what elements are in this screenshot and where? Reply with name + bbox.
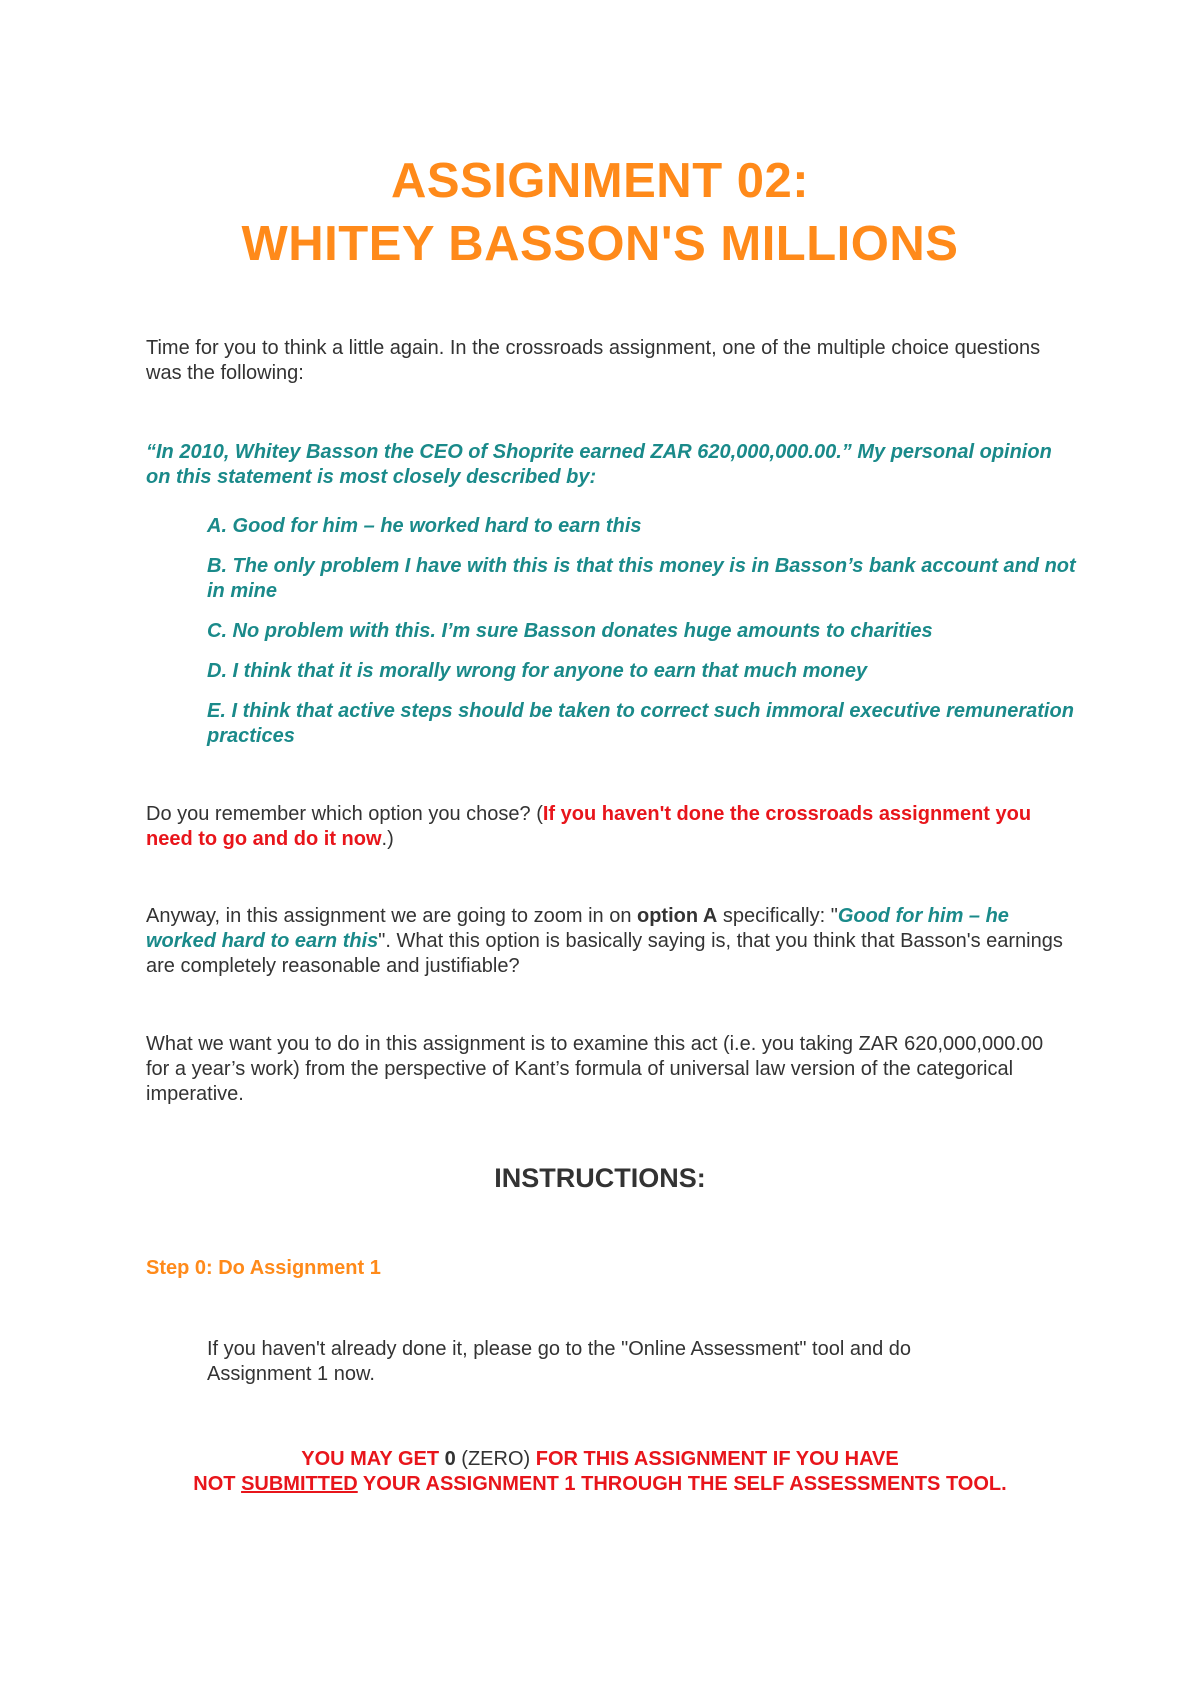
option-a: A. Good for him – he worked hard to earn this <box>207 515 642 537</box>
title-line-2: WHITEY BASSON'S MILLIONS <box>241 217 959 271</box>
warning-submitted: SUBMITTED <box>241 1473 358 1495</box>
title-line-1: ASSIGNMENT 02: <box>390 154 810 208</box>
anyway-part-2: specifically: " <box>717 905 838 927</box>
warning-part-1: YOU MAY GET <box>301 1448 445 1470</box>
option-d: D. I think that it is morally wrong for anyone to earn that much money <box>207 660 868 682</box>
option-e: E. I think that active steps should be taken to correct such immoral executive remuneration practices <box>207 700 1074 747</box>
warning-part-5: YOUR ASSIGNMENT 1 THROUGH THE SELF ASSESSMENTS TOOL. <box>357 1473 1007 1495</box>
anyway-part-3: ". What this option is basically saying is, that you think that Basson's earnings are completely reasonable and justifiable? <box>146 930 1063 977</box>
warning-line-1 <box>0 1447 1200 1472</box>
step-0-body: If you haven't already done it, please go to the "Online Assessment" tool and do Assignment 1 now. <box>207 1338 912 1385</box>
remember-suffix: .) <box>381 828 394 850</box>
remember-prefix: Do you remember which option you chose? ( <box>146 803 543 825</box>
anyway-quote: Good for him – he worked hard to earn this <box>146 905 1009 952</box>
intro-paragraph: Time for you to think a little again. In the crossroads assignment, one of the multiple choice questions was the following: <box>146 337 1041 384</box>
remember-highlight: If you haven't done the crossroads assignment you need to go and do it now <box>146 803 1032 850</box>
warning-part-4: NOT <box>193 1473 242 1495</box>
option-b: B. The only problem I have with this is that this money is in Basson’s bank account and not in mine <box>207 555 1076 602</box>
warning-line-2 <box>0 1472 1200 1497</box>
warning-part-2: (ZERO) <box>455 1448 531 1470</box>
anyway-part-1: Anyway, in this assignment we are going to zoom in on <box>146 905 637 927</box>
anyway-paragraph <box>146 904 1066 979</box>
instructions-heading: INSTRUCTIONS: <box>494 1163 706 1193</box>
warning-zero: 0 <box>444 1448 456 1470</box>
warning-notice <box>0 1447 1200 1497</box>
document-title <box>0 150 1200 276</box>
remember-paragraph <box>146 802 1066 852</box>
anyway-option-bold: option A <box>637 905 718 927</box>
option-list <box>207 514 1077 764</box>
quoted-question: “In 2010, Whitey Basson the CEO of Shoprite earned ZAR 620,000,000.00.” My personal opinion on this statement is most closely described by: <box>146 441 1052 488</box>
want-paragraph: What we want you to do in this assignment is to examine this act (i.e. you taking ZAR 620,000,000.00 for a year’s work) from the perspective of Kant’s formula of universal law version of the categorical imperative. <box>146 1033 1044 1105</box>
step-0-heading: Step 0: Do Assignment 1 <box>146 1257 381 1279</box>
warning-part-3: FOR THIS ASSIGNMENT IF YOU HAVE <box>530 1448 899 1470</box>
option-c: C. No problem with this. I’m sure Basson donates huge amounts to charities <box>207 620 933 642</box>
